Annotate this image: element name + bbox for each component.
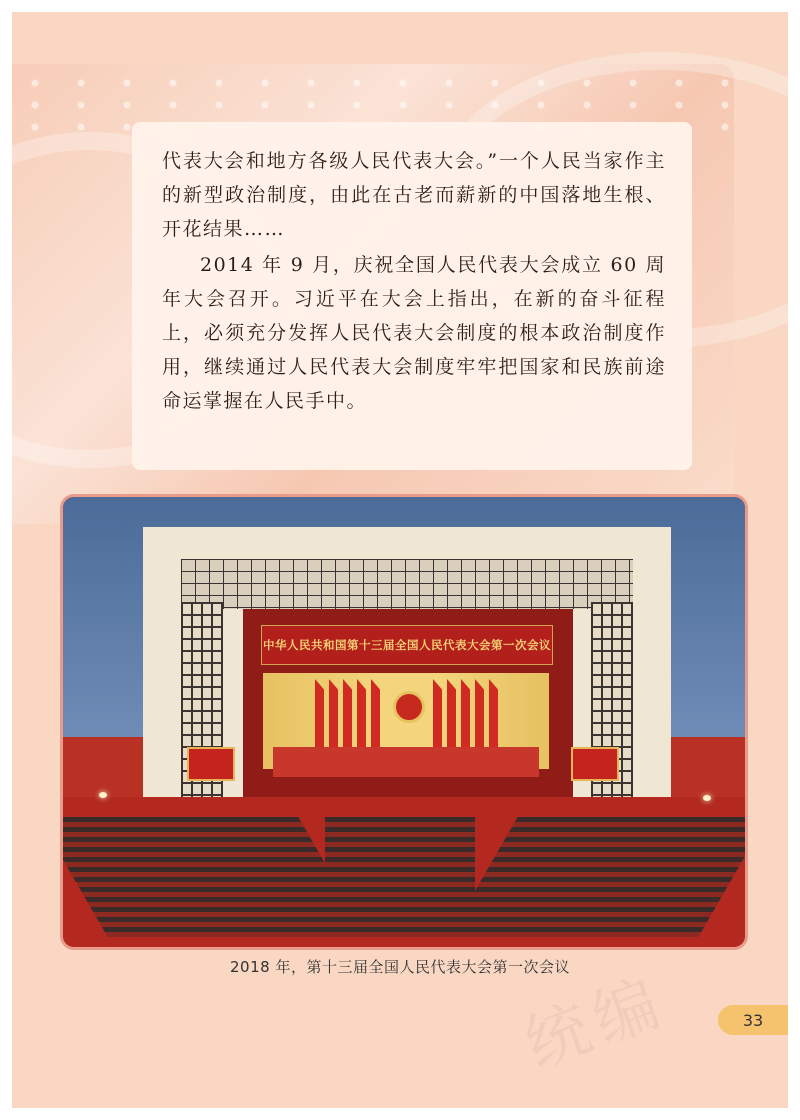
photo-caption: 2018 年，第十三届全国人民代表大会第一次会议: [230, 958, 570, 976]
photo-red-board-right: [571, 747, 619, 781]
national-emblem-icon: [393, 691, 425, 723]
watermark-text: 统编: [515, 964, 677, 1084]
flag-icon: [315, 679, 324, 749]
body-paragraph-1: 代表大会和地方各级人民代表大会。”一个人民当家作主的新型政治制度，由此在古老而薪新的中国落地生根、开花结果……: [162, 150, 666, 240]
lamp-icon: [703, 795, 711, 801]
photo-side-wall-left: [181, 602, 223, 817]
photo-stage-banner: 中华人民共和国第十三届全国人民代表大会第一次会议: [261, 625, 553, 665]
textbook-page: [12, 12, 788, 1108]
page-number: 33: [718, 1005, 788, 1035]
flag-icon: [329, 679, 338, 749]
photo-great-hall: [60, 494, 748, 950]
flag-icon: [475, 679, 484, 749]
flag-icon: [447, 679, 456, 749]
photo-ceiling-grid: [181, 559, 633, 609]
flag-icon: [433, 679, 442, 749]
photo-seats-center: [325, 817, 475, 937]
flag-icon: [371, 679, 380, 749]
body-paragraph-2: 2014 年 9 月，庆祝全国人民代表大会成立 60 周年大会召开。习近平在大会上指出，在新的奋斗征程上，必须充分发挥人民代表大会制度的根本政治制度作用，继续通过人民代表大会制度牢牢把国家和民族前途命运掌握在人民手中。: [162, 254, 666, 412]
lamp-icon: [99, 792, 107, 798]
text-card: [132, 122, 692, 470]
photo-red-board-left: [187, 747, 235, 781]
flag-icon: [357, 679, 366, 749]
photo-presidium: [273, 747, 539, 777]
flag-icon: [343, 679, 352, 749]
flag-icon: [461, 679, 470, 749]
photo-side-wall-right: [591, 602, 633, 817]
flag-icon: [489, 679, 498, 749]
